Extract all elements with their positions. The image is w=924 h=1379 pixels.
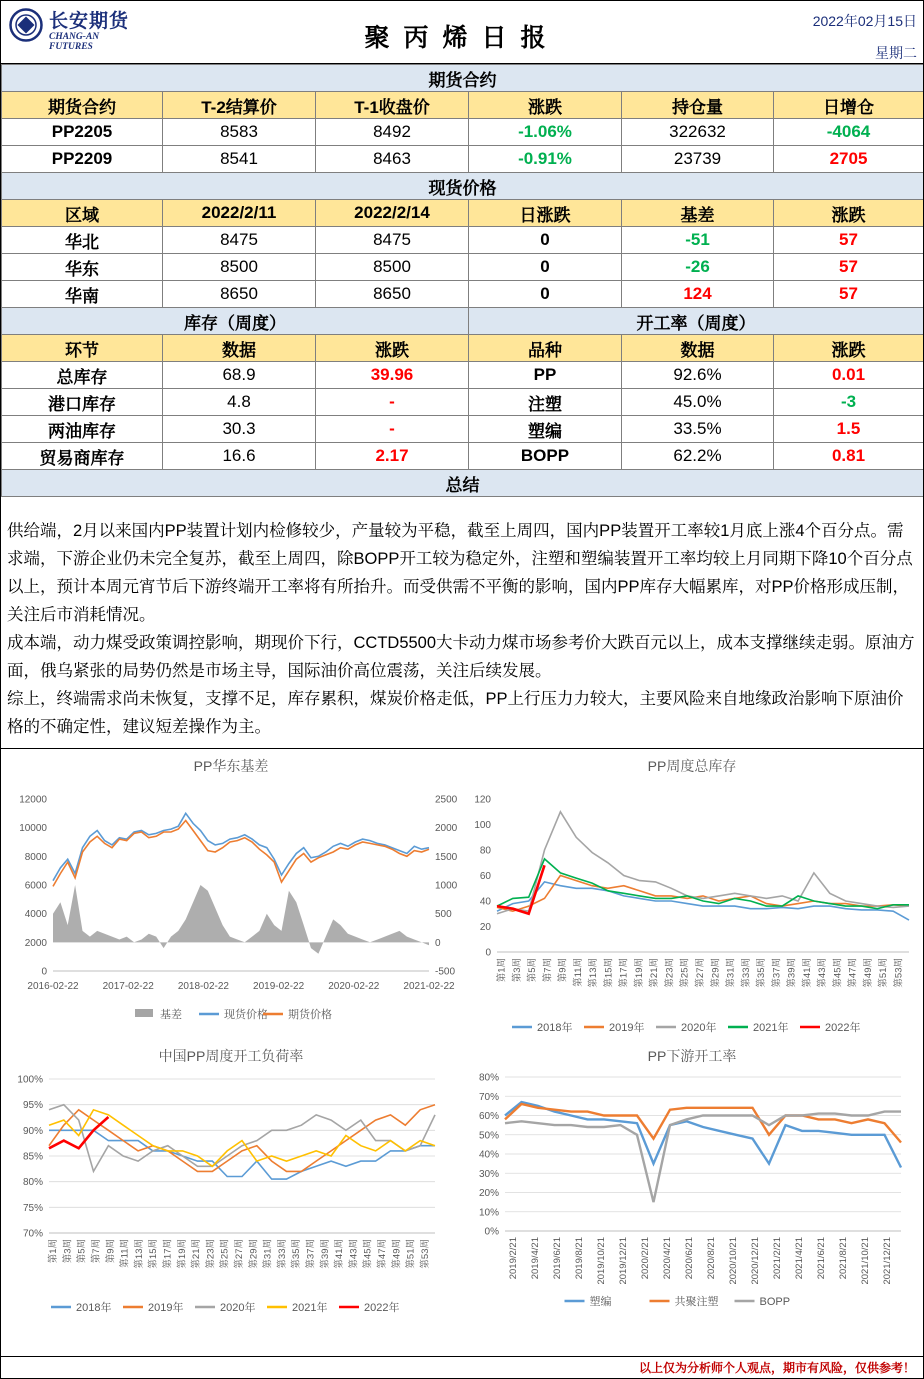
spot-daily-change: 0 xyxy=(469,281,622,308)
spot-price: 8650 xyxy=(316,281,469,308)
y-tick-label: 70% xyxy=(478,1091,499,1103)
futures-col-header: T-1收盘价 xyxy=(316,92,469,119)
spot-col-header: 涨跌 xyxy=(774,200,924,227)
x-tick-label: 2021/6/21 xyxy=(816,1237,827,1280)
x-tick-label: 2018-02-22 xyxy=(177,981,229,992)
y-tick-label: 0 xyxy=(41,966,47,978)
operating-value: 33.5% xyxy=(622,416,774,443)
x-tick-label: 第53周 xyxy=(419,1239,431,1269)
x-tick-label: 第5周 xyxy=(527,958,539,983)
x-tick-label: 第29周 xyxy=(248,1239,260,1269)
spot-basis-change: 57 xyxy=(774,254,924,281)
spot-daily-change: 0 xyxy=(469,254,622,281)
y-tick-label: 90% xyxy=(22,1125,43,1137)
operating-product: 注塑 xyxy=(469,389,622,416)
x-tick-label: 2019/12/21 xyxy=(618,1237,629,1285)
report-weekday: 星期二 xyxy=(875,45,917,61)
futures-close: 8492 xyxy=(316,119,469,146)
spot-section-title: 现货价格 xyxy=(2,173,924,200)
legend-label: BOPP xyxy=(759,1296,791,1308)
logo-en: CHANG-AN FUTURES xyxy=(49,32,100,52)
x-tick-label: 第31周 xyxy=(262,1239,274,1269)
x-tick-label: 第25周 xyxy=(219,1239,231,1269)
charts-area xyxy=(1,749,923,1337)
legend-label: 2021年 xyxy=(753,1022,789,1034)
y-tick-label: 20% xyxy=(478,1188,499,1199)
inventory-col-header: 数据 xyxy=(163,335,316,362)
legend-label: 塑编 xyxy=(589,1296,612,1308)
inventory-change: - xyxy=(316,416,469,443)
futures-oi-change: 2705 xyxy=(774,146,924,173)
legend-label: 2020年 xyxy=(220,1302,256,1314)
futures-contract: PP2209 xyxy=(2,146,163,173)
y-tick-label: 8000 xyxy=(24,851,47,863)
inventory-value: 4.8 xyxy=(163,389,316,416)
y-tick-label: 20 xyxy=(479,922,491,933)
x-tick-label: 第27周 xyxy=(234,1239,245,1269)
x-tick-label: 2019/10/21 xyxy=(596,1237,607,1285)
inventory-value: 16.6 xyxy=(163,443,316,470)
series-共聚注塑 xyxy=(505,1104,901,1143)
x-tick-label: 第33周 xyxy=(276,1239,288,1269)
spot-price: 8650 xyxy=(163,281,316,308)
x-tick-label: 2019/8/21 xyxy=(574,1237,585,1280)
x-tick-label: 第17周 xyxy=(618,958,630,988)
table-row xyxy=(2,389,924,416)
x-tick-label: 2021/8/21 xyxy=(838,1237,849,1280)
spot-price: 8500 xyxy=(316,254,469,281)
y-tick-label: 40% xyxy=(478,1149,499,1161)
y-tick-label: 100 xyxy=(474,820,491,831)
operating-change: 0.01 xyxy=(774,362,924,389)
operating-product: BOPP xyxy=(469,443,622,470)
inventory-value: 68.9 xyxy=(163,362,316,389)
series-2020年 xyxy=(497,812,909,914)
operating-col-header: 品种 xyxy=(469,335,622,362)
x-tick-label: 第35周 xyxy=(756,958,768,988)
futures-change: -1.06% xyxy=(469,119,622,146)
x-tick-label: 第13周 xyxy=(588,958,600,988)
x-tick-label: 第39周 xyxy=(319,1239,331,1269)
report-header xyxy=(1,1,923,64)
x-tick-label: 第41周 xyxy=(334,1239,346,1269)
y-tick-label: 4000 xyxy=(24,909,47,921)
spot-basis: -51 xyxy=(622,227,774,254)
x-tick-label: 2020/12/21 xyxy=(750,1237,761,1285)
spot-basis-change: 57 xyxy=(774,281,924,308)
x-tick-label: 第39周 xyxy=(786,958,798,988)
x-tick-label: 2017-02-22 xyxy=(102,981,154,992)
x-tick-label: 第25周 xyxy=(679,958,691,988)
table-row xyxy=(2,146,924,173)
chart-title: PP周度总库存 xyxy=(647,758,737,774)
x-tick-label: 2020/10/21 xyxy=(728,1237,739,1285)
x-tick-label: 第45周 xyxy=(362,1239,374,1269)
x-tick-label: 第5周 xyxy=(76,1239,88,1264)
y-tick-label: 6000 xyxy=(24,880,47,892)
x-tick-label: 第49周 xyxy=(862,958,874,988)
inventory-section-title: 库存（周度） xyxy=(2,308,469,335)
legend-label: 2019年 xyxy=(148,1302,184,1314)
y2-tick-label: 1000 xyxy=(435,880,458,892)
x-tick-label: 2020/6/21 xyxy=(684,1237,695,1280)
operating-value: 92.6% xyxy=(622,362,774,389)
table-row xyxy=(2,416,924,443)
operating-product: 塑编 xyxy=(469,416,622,443)
y2-tick-label: 500 xyxy=(435,909,452,921)
spot-col-header: 2022/2/14 xyxy=(316,200,469,227)
y-tick-label: 80% xyxy=(478,1072,499,1084)
operating-product: PP xyxy=(469,362,622,389)
chart-pp-downstream-rate xyxy=(461,1039,923,1329)
x-tick-label: 2020/2/21 xyxy=(640,1237,651,1280)
futures-col-header: 日增仓 xyxy=(774,92,924,119)
table-row xyxy=(2,362,924,389)
x-tick-label: 第11周 xyxy=(119,1239,131,1268)
x-tick-label: 2021/2/21 xyxy=(772,1237,783,1280)
table-row xyxy=(2,227,924,254)
spot-price: 8500 xyxy=(163,254,316,281)
table-row xyxy=(2,119,924,146)
y-tick-label: 60 xyxy=(479,871,491,882)
futures-close: 8463 xyxy=(316,146,469,173)
spot-region: 华东 xyxy=(2,254,163,281)
disclaimer: 以上仅为分析师个人观点，期市有风险，仅供参考！ xyxy=(1,1356,923,1378)
futures-oi: 23739 xyxy=(622,146,774,173)
summary-text xyxy=(1,497,923,749)
summary-paragraph: 综上，终端需求尚未恢复，支撑不足，库存累积，煤炭价格走低，PP上行压力力较大，主要风险来自地缘政治影响下原油价格的不确定性，建议短差操作为主。 xyxy=(7,690,904,736)
x-tick-label: 2019/4/21 xyxy=(530,1237,541,1280)
x-tick-label: 第3周 xyxy=(511,958,523,983)
spot-region: 华北 xyxy=(2,227,163,254)
x-tick-label: 第11周 xyxy=(572,958,584,987)
logo-cn: 长安期货 xyxy=(49,11,130,32)
futures-section-title: 期货合约 xyxy=(2,65,924,92)
spot-col-header: 区域 xyxy=(2,200,163,227)
operating-col-header: 数据 xyxy=(622,335,774,362)
x-tick-label: 2019/2/21 xyxy=(508,1237,519,1280)
y-tick-label: 95% xyxy=(22,1100,43,1112)
x-tick-label: 第13周 xyxy=(133,1239,145,1269)
y-tick-label: 10000 xyxy=(19,823,47,835)
futures-oi: 322632 xyxy=(622,119,774,146)
legend-label: 2022年 xyxy=(364,1302,400,1314)
x-tick-label: 第19周 xyxy=(176,1239,188,1269)
table-row xyxy=(2,281,924,308)
report-date: 2022年02月15日 xyxy=(812,13,917,29)
x-tick-label: 第29周 xyxy=(710,958,722,988)
x-tick-label: 第3周 xyxy=(62,1239,74,1264)
operating-col-header: 涨跌 xyxy=(774,335,924,362)
spot-region: 华南 xyxy=(2,281,163,308)
x-tick-label: 第47周 xyxy=(376,1239,388,1269)
spot-price: 8475 xyxy=(316,227,469,254)
series-2022年 xyxy=(497,865,545,914)
table-row xyxy=(2,443,924,470)
y-tick-label: 0% xyxy=(484,1226,499,1238)
y2-tick-label: 1500 xyxy=(435,851,458,863)
futures-col-header: 涨跌 xyxy=(469,92,622,119)
legend-label: 2021年 xyxy=(292,1302,328,1314)
legend-label: 基差 xyxy=(160,1009,182,1021)
data-table xyxy=(1,64,924,497)
x-tick-label: 2020/4/21 xyxy=(662,1237,673,1280)
series-基差 xyxy=(53,885,429,954)
chart-pp-operating-rate xyxy=(1,1039,461,1329)
legend-label: 2018年 xyxy=(76,1302,112,1314)
y-tick-label: 80% xyxy=(22,1177,43,1189)
x-tick-label: 2020-02-22 xyxy=(328,981,380,992)
operating-change: -3 xyxy=(774,389,924,416)
legend-label: 2019年 xyxy=(609,1022,645,1034)
x-tick-label: 2021/10/21 xyxy=(860,1237,871,1285)
futures-col-header: T-2结算价 xyxy=(163,92,316,119)
x-tick-label: 第9周 xyxy=(105,1239,117,1264)
summary-paragraph: 成本端，动力煤受政策调控影响，期现价下行，CCTD5500大卡动力煤市场参考价大跌百元以上，成本支撑继续走弱。原油方面，俄乌紧张的局势仍然是市场主导，国际油价高位震荡，关注后续发展。 xyxy=(7,634,915,680)
x-tick-label: 第31周 xyxy=(725,958,737,988)
x-tick-label: 第23周 xyxy=(205,1239,217,1269)
legend-label: 现货价格 xyxy=(224,1009,268,1021)
futures-col-header: 持仓量 xyxy=(622,92,774,119)
operating-section-title: 开工率（周度） xyxy=(469,308,924,335)
inventory-col-header: 涨跌 xyxy=(316,335,469,362)
futures-col-header: 期货合约 xyxy=(2,92,163,119)
x-tick-label: 2021/12/21 xyxy=(882,1237,893,1285)
y-tick-label: 2000 xyxy=(24,937,47,949)
y-tick-label: 75% xyxy=(22,1202,43,1214)
spot-basis-change: 57 xyxy=(774,227,924,254)
legend-label: 2018年 xyxy=(537,1022,573,1034)
inventory-change: 39.96 xyxy=(316,362,469,389)
x-tick-label: 第9周 xyxy=(557,958,569,983)
y-tick-label: 120 xyxy=(474,794,491,806)
x-tick-label: 第37周 xyxy=(771,958,783,988)
inventory-segment: 港口库存 xyxy=(2,389,163,416)
table-row xyxy=(2,254,924,281)
x-tick-label: 第17周 xyxy=(162,1239,174,1269)
x-tick-label: 第41周 xyxy=(801,958,813,988)
spot-col-header: 基差 xyxy=(622,200,774,227)
x-tick-label: 2021-02-22 xyxy=(403,981,455,992)
legend-label: 共聚注塑 xyxy=(674,1296,719,1308)
y-tick-label: 70% xyxy=(22,1228,43,1240)
y-tick-label: 40 xyxy=(479,896,491,908)
x-tick-label: 第15周 xyxy=(148,1239,160,1269)
x-tick-label: 2021/4/21 xyxy=(794,1237,805,1280)
x-tick-label: 第15周 xyxy=(603,958,615,988)
futures-change: -0.91% xyxy=(469,146,622,173)
y-tick-label: 80 xyxy=(479,845,491,857)
inventory-change: - xyxy=(316,389,469,416)
x-tick-label: 2020/8/21 xyxy=(706,1237,717,1280)
spot-daily-change: 0 xyxy=(469,227,622,254)
y2-tick-label: 2000 xyxy=(435,823,458,835)
x-tick-label: 2019-02-22 xyxy=(253,981,305,992)
y-tick-label: 12000 xyxy=(19,794,47,806)
x-tick-label: 第1周 xyxy=(48,1239,60,1264)
x-tick-label: 第53周 xyxy=(893,958,905,988)
x-tick-label: 第37周 xyxy=(305,1239,317,1269)
spot-price: 8475 xyxy=(163,227,316,254)
x-tick-label: 第27周 xyxy=(695,958,706,988)
x-tick-label: 第51周 xyxy=(878,958,890,988)
inventory-change: 2.17 xyxy=(316,443,469,470)
y-tick-label: 85% xyxy=(22,1151,43,1163)
x-tick-label: 第7周 xyxy=(542,958,554,983)
inventory-segment: 总库存 xyxy=(2,362,163,389)
chart-pp-weekly-inventory xyxy=(461,749,923,1039)
legend-label: 2020年 xyxy=(681,1022,717,1034)
summary-paragraph: 供给端，2月以来国内PP装置计划内检修较少，产量较为平稳，截至上周四，国内PP装置开工率较1月底上涨4个百分点。需求端，下游企业仍未完全复苏，截至上周四，除BOPP开工较为稳定外，注塑和塑编装置开工率均较上月同期下降10个百分点以上，预计本周元宵节后下游终端开工率将有所抬升。而受供需不平衡的影响，国内PP库存大幅累库，对PP价格形成压制，关注后市消耗情况。 xyxy=(7,522,913,624)
operating-change: 1.5 xyxy=(774,416,924,443)
y-tick-label: 30% xyxy=(478,1168,499,1180)
futures-contract: PP2205 xyxy=(2,119,163,146)
y2-tick-label: 0 xyxy=(435,937,441,949)
chart-pp-east-basis xyxy=(1,749,461,1039)
x-tick-label: 第19周 xyxy=(633,958,645,988)
inventory-col-header: 环节 xyxy=(2,335,163,362)
x-tick-label: 第35周 xyxy=(291,1239,303,1269)
inventory-value: 30.3 xyxy=(163,416,316,443)
spot-col-header: 2022/2/11 xyxy=(163,200,316,227)
series-期货价格 xyxy=(53,821,429,887)
y-tick-label: 50% xyxy=(478,1130,499,1142)
operating-value: 45.0% xyxy=(622,389,774,416)
x-tick-label: 第21周 xyxy=(649,958,661,988)
operating-value: 62.2% xyxy=(622,443,774,470)
inventory-segment: 两油库存 xyxy=(2,416,163,443)
y-tick-label: 10% xyxy=(478,1207,499,1219)
spot-basis: 124 xyxy=(622,281,774,308)
x-tick-label: 2016-02-22 xyxy=(27,981,79,992)
y-tick-label: 60% xyxy=(478,1111,499,1122)
legend-swatch xyxy=(135,1009,153,1017)
x-tick-label: 第23周 xyxy=(664,958,676,988)
y-tick-label: 0 xyxy=(485,947,491,959)
series-BOPP xyxy=(505,1112,901,1203)
x-tick-label: 第47周 xyxy=(847,958,859,988)
chart-title: 中国PP周度开工负荷率 xyxy=(158,1048,304,1064)
series-2018年 xyxy=(49,1130,435,1179)
report-title: 聚丙烯日报 xyxy=(364,24,560,52)
x-tick-label: 第33周 xyxy=(740,958,752,988)
y2-tick-label: -500 xyxy=(435,966,456,978)
x-tick-label: 2019/6/21 xyxy=(552,1237,563,1280)
x-tick-label: 第1周 xyxy=(496,958,508,983)
inventory-segment: 贸易商库存 xyxy=(2,443,163,470)
spot-col-header: 日涨跌 xyxy=(469,200,622,227)
chart-title: PP华东基差 xyxy=(193,758,269,774)
x-tick-label: 第21周 xyxy=(191,1239,203,1269)
x-tick-label: 第7周 xyxy=(91,1239,103,1264)
operating-change: 0.81 xyxy=(774,443,924,470)
y2-tick-label: 2500 xyxy=(435,794,458,806)
x-tick-label: 第51周 xyxy=(405,1239,417,1269)
spot-basis: -26 xyxy=(622,254,774,281)
x-tick-label: 第45周 xyxy=(832,958,844,988)
legend-label: 2022年 xyxy=(825,1022,861,1034)
x-tick-label: 第43周 xyxy=(817,958,829,988)
futures-settle: 8583 xyxy=(163,119,316,146)
legend-label: 期货价格 xyxy=(288,1009,332,1021)
summary-section-title: 总结 xyxy=(2,470,924,497)
y-tick-label: 100% xyxy=(17,1074,43,1086)
chart-title: PP下游开工率 xyxy=(647,1048,737,1064)
x-tick-label: 第49周 xyxy=(391,1239,403,1269)
futures-settle: 8541 xyxy=(163,146,316,173)
x-tick-label: 第43周 xyxy=(348,1239,360,1269)
futures-oi-change: -4064 xyxy=(774,119,924,146)
